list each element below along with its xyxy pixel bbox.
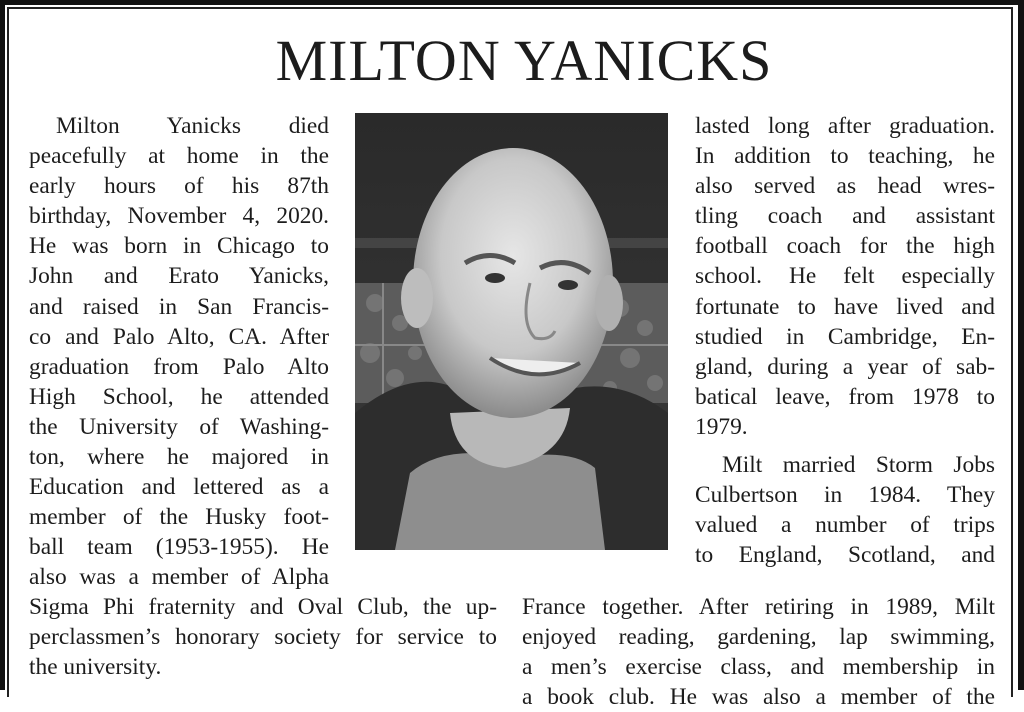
text-line: the university. <box>29 654 162 681</box>
text-line: France together. After retiring in 1989, Milt <box>522 594 995 620</box>
text-line: graduation from Palo Alto <box>29 353 329 380</box>
text-line: tling coach and assistant <box>695 203 995 230</box>
text-line: ball team (1953-1955). He <box>29 534 329 561</box>
text-line: a men’s exercise class, and membership in <box>522 654 995 681</box>
right-column <box>695 111 995 570</box>
paragraph-gap <box>695 442 995 450</box>
text-line: birthday, November 4, 2020. <box>29 203 329 230</box>
text-line: Education and lettered as a <box>29 474 329 501</box>
text-line: 1979. <box>695 413 748 440</box>
right-wide-text <box>522 592 995 712</box>
text-line: studied in Cambridge, En- <box>695 323 995 350</box>
text-line: Milt married Storm Jobs <box>722 452 995 479</box>
text-line: enjoyed reading, gardening, lap swimming, <box>522 624 995 651</box>
left-column <box>29 111 329 593</box>
text-line: lasted long after graduation. <box>695 113 995 139</box>
text-line: early hours of his 87th <box>29 173 329 200</box>
text-line: In addition to teaching, he <box>695 143 995 170</box>
text-line: a book club. He was also a member of the <box>522 684 995 711</box>
text-line: perclassmen’s honorary society for service to <box>29 624 497 651</box>
text-line: fortunate to have lived and <box>695 293 995 320</box>
text-line: Milton Yanicks died <box>56 113 329 139</box>
text-line: batical leave, from 1978 to <box>695 383 995 410</box>
text-line: to England, Scotland, and <box>695 542 995 569</box>
text-line: peacefully at home in the <box>29 143 329 170</box>
text-line: Culbertson in 1984. They <box>695 482 995 509</box>
obituary-title: MILTON YANICKS <box>275 28 773 93</box>
text-line: gland, during a year of sab- <box>695 353 995 380</box>
portrait-photo <box>355 113 668 550</box>
text-line: Sigma Phi fraternity and Oval Club, the up- <box>29 594 497 620</box>
text-line: John and Erato Yanicks, <box>29 263 329 290</box>
text-line: member of the Husky foot- <box>29 504 329 531</box>
text-line: and raised in San Francis- <box>29 293 329 320</box>
text-line: ton, where he majored in <box>29 444 329 471</box>
text-line: High School, he attended <box>29 383 329 410</box>
portrait-photo-icon <box>355 113 668 550</box>
text-line: also served as head wres- <box>695 173 995 200</box>
left-wide-text <box>29 592 497 682</box>
text-line: valued a number of trips <box>695 512 995 539</box>
text-line: He was born in Chicago to <box>29 233 329 260</box>
text-line: football coach for the high <box>695 233 995 260</box>
text-line: also was a member of Alpha <box>29 564 329 591</box>
text-line: co and Palo Alto, CA. After <box>29 323 329 350</box>
text-line: the University of Washing- <box>29 413 329 440</box>
text-line: school. He felt especially <box>695 263 995 290</box>
